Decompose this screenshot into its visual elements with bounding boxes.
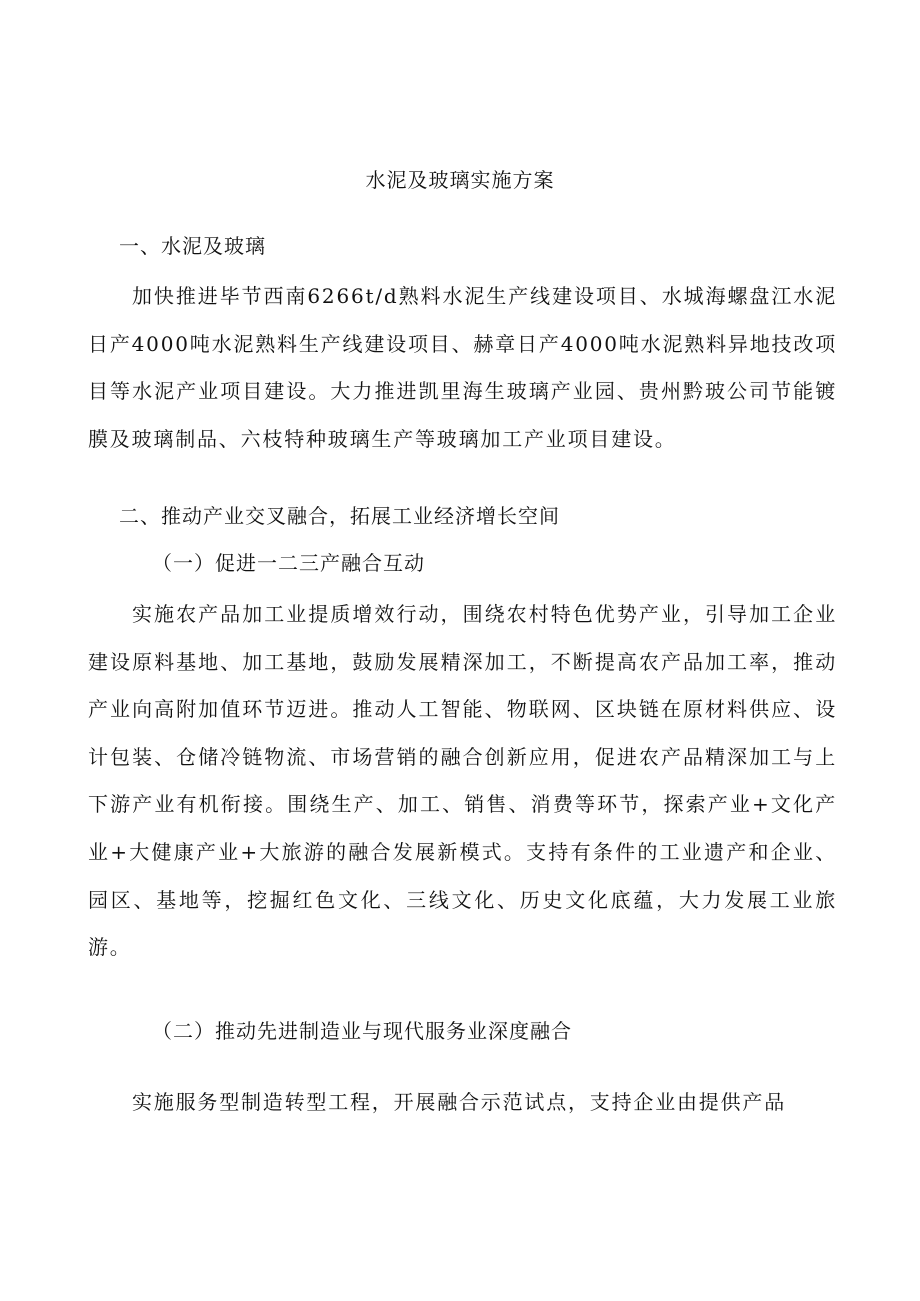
subsection-paragraph-1: 实施农产品加工业提质增效行动，围绕农村特色优势产业，引导加工企业建设原料基地、加工基地，鼓励发展精深加工，不断提高农产品加工率，推动产业向高附加值环节迈进。推动人工智能、物联网、区块链在原材料供应、设计包装、仓储冷链物流、市场营销的融合创新应用，促进农产品精深加工与上下游产业有机衔接。围绕生产、加工、销售、消费等环节，探索产业+文化产业+大健康产业+大旅游的融合发展新模式。支持有条件的工业遗产和企业、园区、基地等，挖掘红色文化、三线文化、历史文化底蕴，大力发展工业旅游。 [88, 602, 837, 960]
subsection-paragraph-2: 实施服务型制造转型工程，开展融合示范试点，支持企业由提供产品 [132, 1090, 786, 1114]
subsection-heading-2: （二）推动先进制造业与现代服务业深度融合 [152, 1019, 572, 1043]
subsection-heading-1: （一）促进一二三产融合互动 [152, 551, 425, 575]
section-heading-cement-glass: 一、水泥及玻璃 [119, 234, 266, 258]
document-title: 水泥及玻璃实施方案 [365, 168, 555, 192]
section-paragraph-cement-glass: 加快推进毕节西南6266t/d熟料水泥生产线建设项目、水城海螺盘江水泥日产4000吨水泥熟料生产线建设项目、赫章日产4000吨水泥熟料异地技改项目等水泥产业项目建设。大力推进凯里海生玻璃产业园、贵州黔玻公司节能镀膜及玻璃制品、六枝特种玻璃生产等玻璃加工产业项目建设。 [88, 284, 837, 451]
section-heading-industry-integration: 二、推动产业交叉融合，拓展工业经济增长空间 [119, 504, 560, 528]
